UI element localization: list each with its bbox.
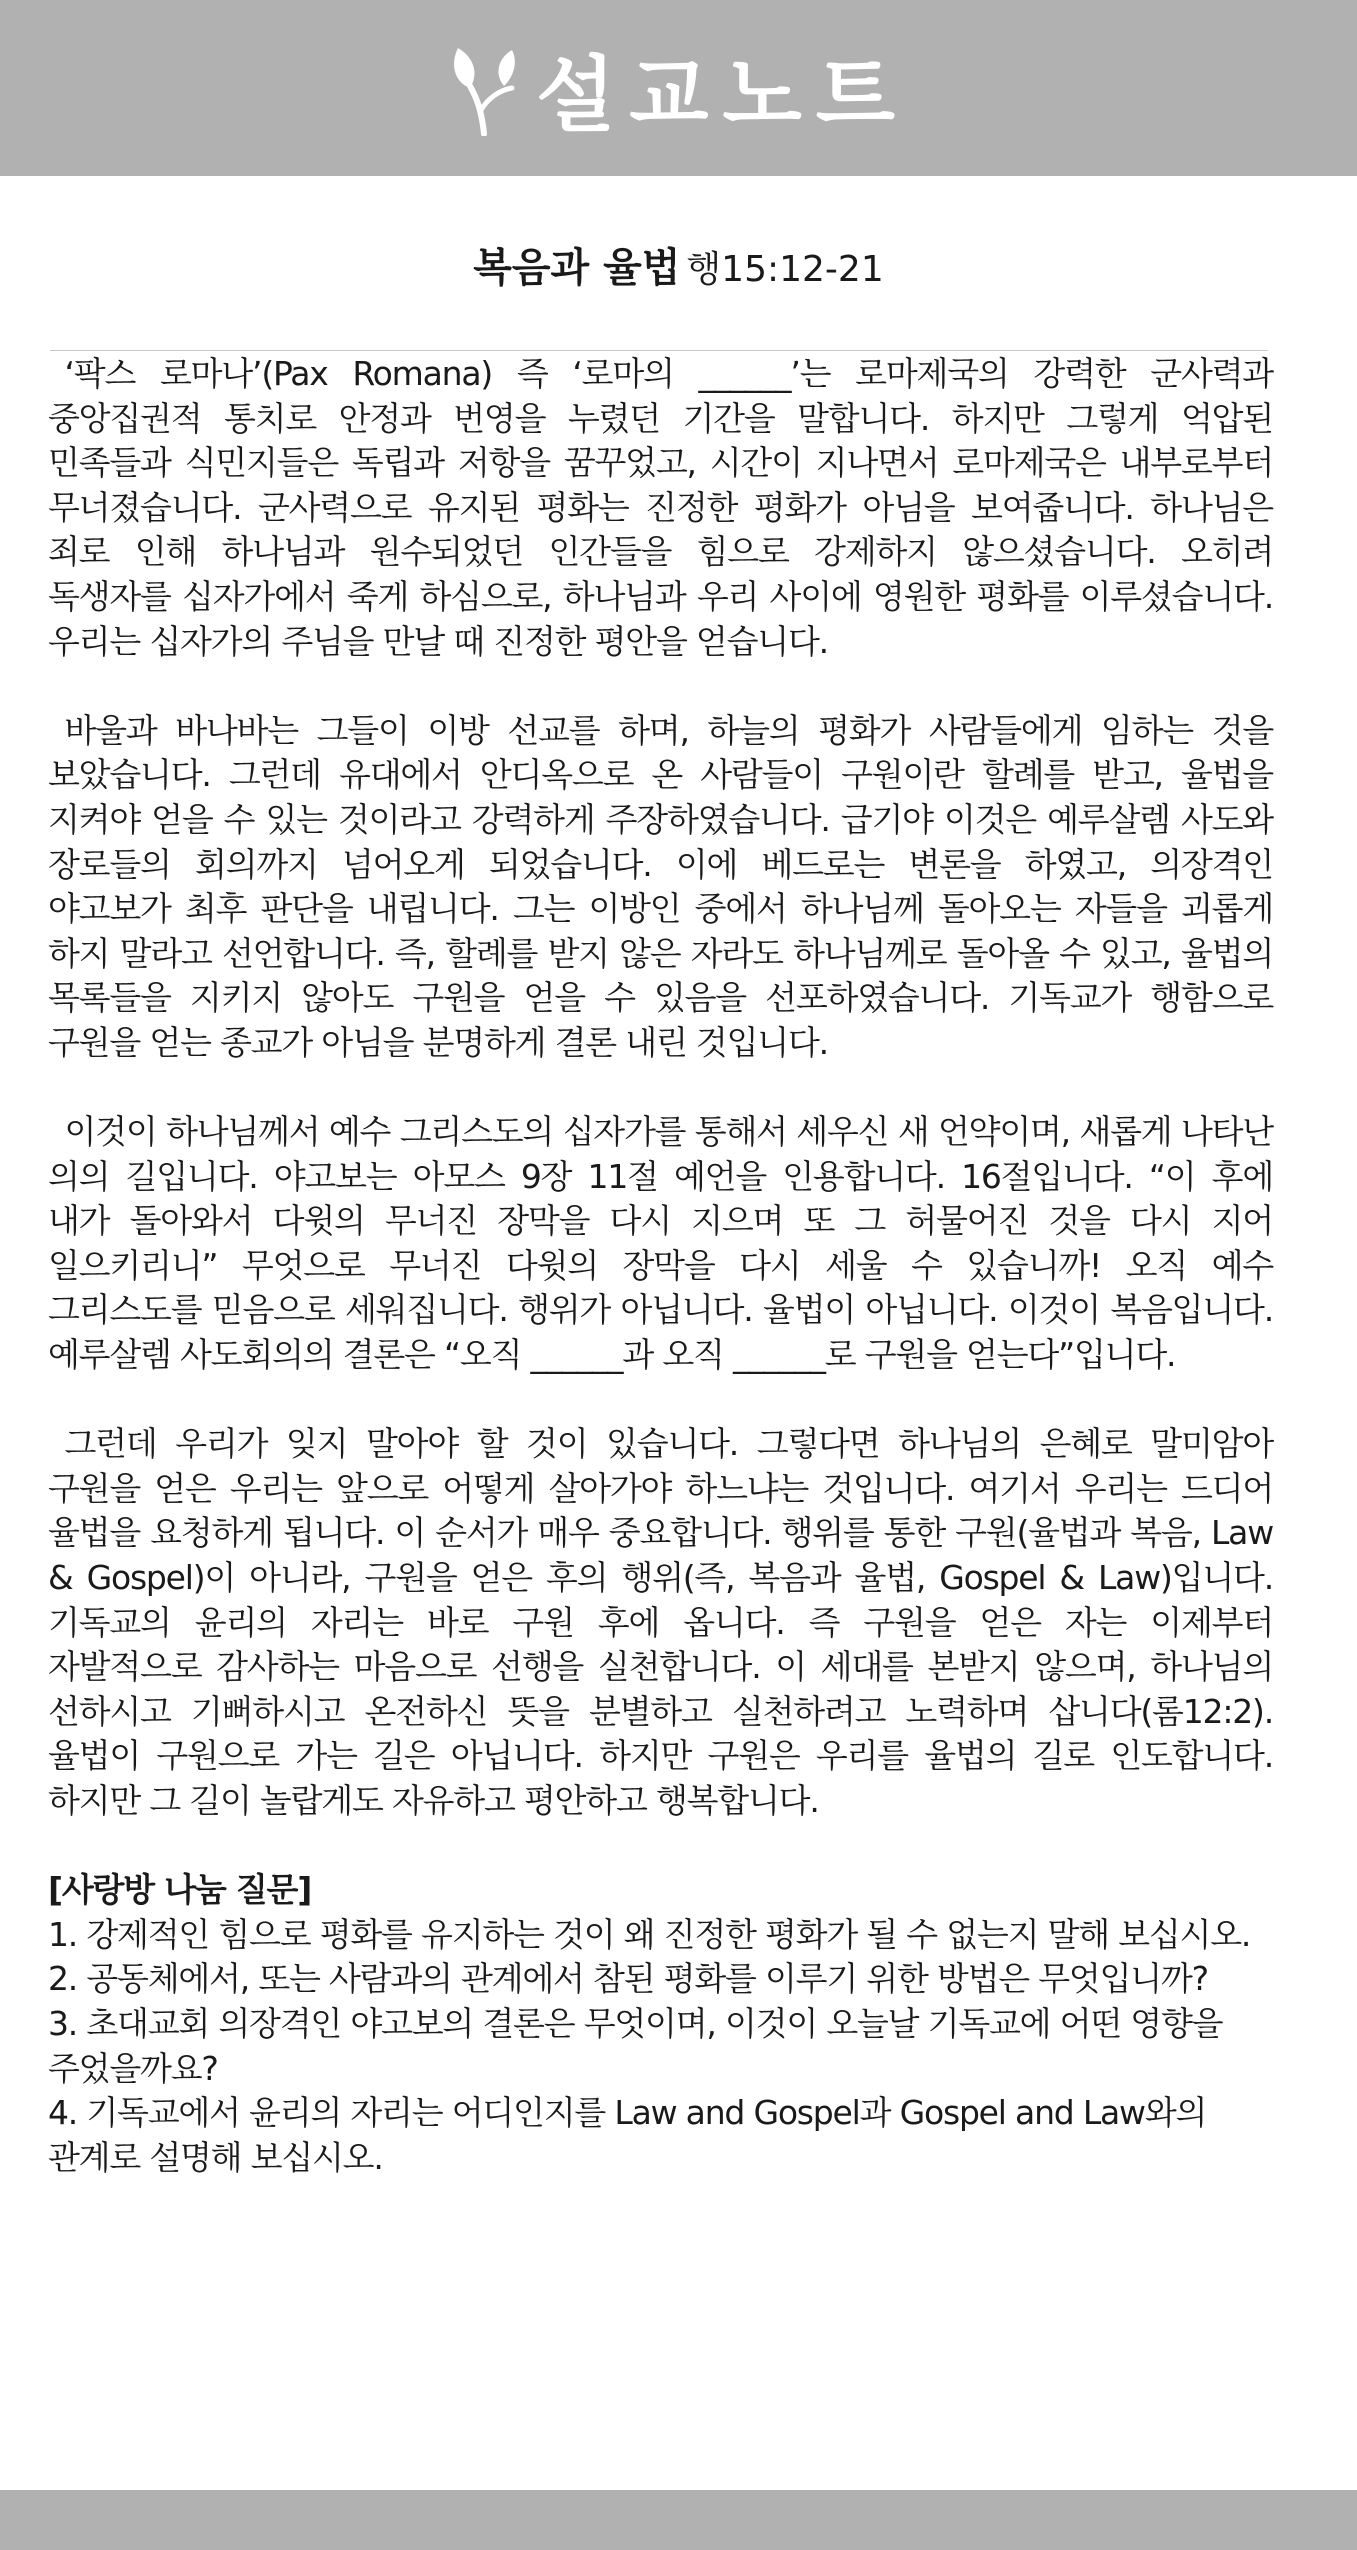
question-2: 2. 공동체에서, 또는 사람과의 관계에서 참된 평화를 이루기 위한 방법은 무엇입니까? bbox=[48, 1959, 1208, 1999]
question-3: 3. 초대교회 의장격인 야고보의 결론은 무엇이며, 이것이 오늘날 기독교에 어떤 영향을 주었을까요? bbox=[48, 2003, 1223, 2088]
footer-bar bbox=[0, 2490, 1357, 2550]
sermon-title: 복음과 율법 bbox=[473, 245, 681, 291]
sermon-body bbox=[48, 352, 1273, 2180]
header-content bbox=[0, 0, 1357, 176]
title-divider bbox=[50, 350, 1268, 351]
question-4: 4. 기독교에서 윤리의 자리는 어디인지를 Law and Gospel과 Gospel and Law와의 관계로 설명해 보십시오. bbox=[48, 2093, 1207, 2177]
header-title: 설교노트 bbox=[536, 47, 909, 143]
paragraph-2: 바울과 바나바는 그들이 이방 선교를 하며, 하늘의 평화가 사람들에게 임하는 것을 보았습니다. 그런데 유대에서 안디옥으로 온 사람들이 구원이란 할례를 받고, 율법을 지켜야 얻을 수 있는 것이라고 강력하게 주장하였습니다. 급기야 이것은 예루살렘 사도와 장로들의 회의까지 넘어오게 되었습니다. 이에 베드로는 변론을 하였고, 의장격인 야고보가 최후 판단을 내립니다. 그는 이방인 중에서 하나님께 돌아오는 자들을 괴롭게 하지 말라고 선언합니다. 즉, 할례를 받지 않은 자라도 하나님께로 돌아올 수 있고, 율법의 목록들을 지키지 않아도 구원을 얻을 수 있음을 선포하였습니다. 기독교가 행함으로 구원을 얻는 종교가 아님을 분명하게 결론 내린 것입니다. bbox=[48, 710, 1273, 1062]
questions-heading: [사랑방 나눔 질문] bbox=[48, 1870, 312, 1910]
paragraph-1: ‘팍스 로마나’(Pax Romana) 즉 ‘로마의 ______’는 로마제국의 강력한 군사력과 중앙집권적 통치로 안정과 번영을 누렸던 기간을 말합니다. 하지만 그렇게 억압된 민족들과 식민지들은 독립과 저항을 꿈꾸었고, 시간이 지나면서 로마제국은 내부로부터 무너졌습니다. 군사력으로 유지된 평화는 진정한 평화가 아님을 보여줍니다. 하나님은 죄로 인해 하나님과 원수되었던 인간들을 힘으로 강제하지 않으셨습니다. 오히려 독생자를 십자가에서 죽게 하심으로, 하나님과 우리 사이에 영원한 평화를 이루셨습니다. 우리는 십자가의 주님을 만날 때 진정한 평안을 얻습니다. bbox=[48, 354, 1273, 661]
sermon-title-row bbox=[0, 236, 1357, 293]
paragraph-3: 이것이 하나님께서 예수 그리스도의 십자가를 통해서 세우신 새 언약이며, 새롭게 나타난 의의 길입니다. 야고보는 아모스 9장 11절 예언을 인용합니다. 16절입니다. “이 후에 내가 돌아와서 다윗의 무너진 장막을 다시 지으며 또 그 허물어진 것을 다시 지어 일으키리니” 무엇으로 무너진 다윗의 장막을 다시 세울 수 있습니까! 오직 예수 그리스도를 믿음으로 세워집니다. 행위가 아닙니다. 율법이 아닙니다. 이것이 복음입니다. 예루살렘 사도회의의 결론은 “오직 ______과 오직 ______로 구원을 얻는다”입니다. bbox=[48, 1112, 1273, 1375]
paragraph-4: 그런데 우리가 잊지 말아야 할 것이 있습니다. 그렇다면 하나님의 은혜로 말미암아 구원을 얻은 우리는 앞으로 어떻게 살아가야 하느냐는 것입니다. 여기서 우리는 드디어 율법을 요청하게 됩니다. 이 순서가 매우 중요합니다. 행위를 통한 구원(율법과 복음, Law & Gospel)이 아니라, 구원을 얻은 후의 행위(즉, 복음과 율법, Gospel & Law)입니다. 기독교의 윤리의 자리는 바로 구원 후에 옵니다. 즉 구원을 얻은 자는 이제부터 자발적으로 감사하는 마음으로 선행을 실천합니다. 이 세대를 본받지 않으며, 하나님의 선하시고 기뻐하시고 온전하신 뜻을 분별하고 실천하려고 노력하며 삽니다(롬12:2). 율법이 구원으로 가는 길은 아닙니다. 하지만 구원은 우리를 율법의 길로 인도합니다. 하지만 그 길이 놀랍게도 자유하고 평안하고 행복합니다. bbox=[48, 1424, 1273, 1820]
scripture-reference: 행15:12-21 bbox=[686, 249, 884, 290]
question-1: 1. 강제적인 힘으로 평화를 유지하는 것이 왜 진정한 평화가 될 수 없는지 말해 보십시오. bbox=[48, 1914, 1251, 1954]
leaf-sprout-icon bbox=[448, 40, 518, 136]
header-bar bbox=[0, 0, 1357, 176]
